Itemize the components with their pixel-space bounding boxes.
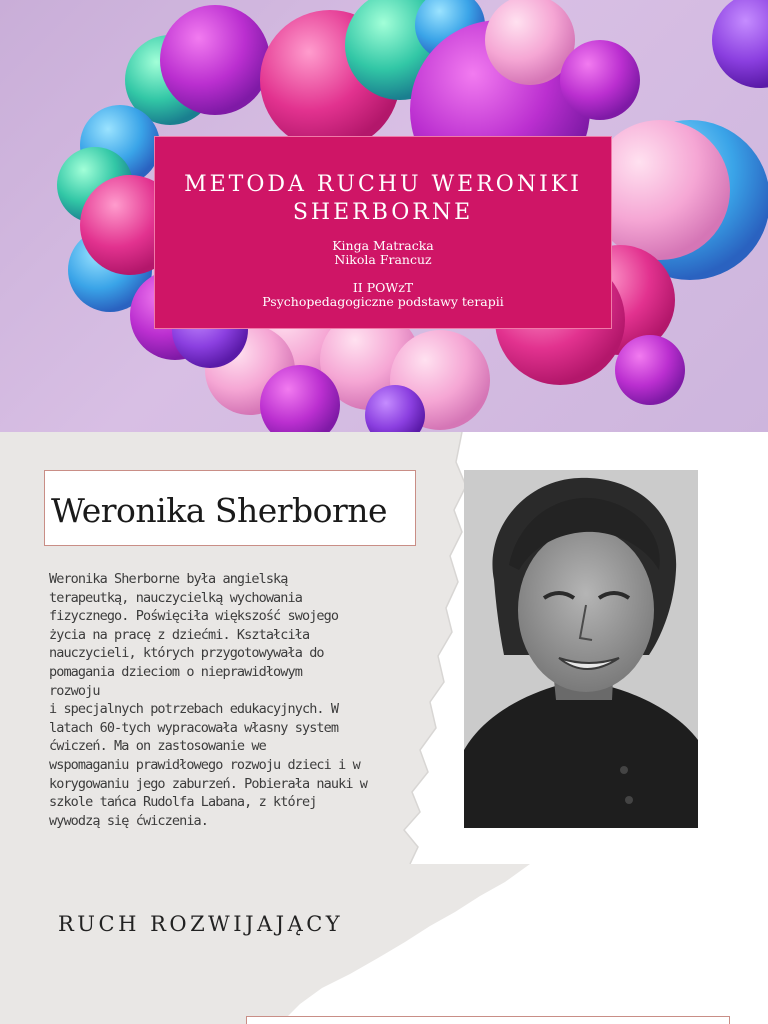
title-slide [0, 0, 768, 432]
author-name: Kinga Matracka [332, 238, 434, 253]
bio-line: fizycznego. Poświęciła większość swojego [49, 608, 339, 625]
section-heading: RUCH ROZWIJAJĄCY [58, 912, 344, 936]
presentation-title: METODA RUCHU WERONIKI SHERBORNE [184, 172, 582, 225]
bio-line: wywodzą się ćwiczenia. [49, 812, 209, 829]
bio-line: ćwiczeń. Ma on zastosowanie we [49, 738, 266, 755]
bio-line: terapeutką, nauczycielką wychowania [49, 589, 302, 606]
text-box [246, 1016, 730, 1024]
bio-line: Weronika Sherborne była angielską [49, 571, 288, 587]
authors [155, 239, 611, 267]
heading-box [44, 470, 416, 546]
section-slide [0, 864, 768, 1024]
portrait-photo [464, 470, 698, 828]
bio-line: życia na pracę z dziećmi. Kształciła [49, 626, 310, 643]
author-name: Nikola Francuz [334, 252, 432, 267]
title-box [154, 136, 612, 329]
bio-line: rozwoju [49, 682, 100, 699]
portrait-illustration [464, 470, 698, 828]
bio-line: latach 60-tych wypracowała własny system [49, 719, 339, 736]
course-group: II POWzT [352, 280, 414, 295]
bio-line: nauczycieli, których przygotowywała do [49, 645, 324, 662]
bio-line: i specjalnych potrzebach edukacyjnych. W [49, 701, 339, 718]
bio-line: wspomaganiu prawidłowego rozwoju dzieci i w [49, 756, 360, 773]
bio-line: korygowaniu jego zaburzeń. Pobierała nauki w [49, 775, 368, 792]
biography-text [49, 570, 421, 830]
biography-heading: Weronika Sherborne [51, 491, 388, 530]
torn-paper-background [0, 864, 768, 1024]
course-info [155, 281, 611, 309]
course-name: Psychopedagogiczne podstawy terapii [262, 294, 504, 309]
bio-line: pomagania dzieciom o nieprawidłowym [49, 663, 302, 680]
bio-line: szkole tańca Rudolfa Labana, z której [49, 794, 317, 811]
biography-slide [0, 432, 768, 864]
